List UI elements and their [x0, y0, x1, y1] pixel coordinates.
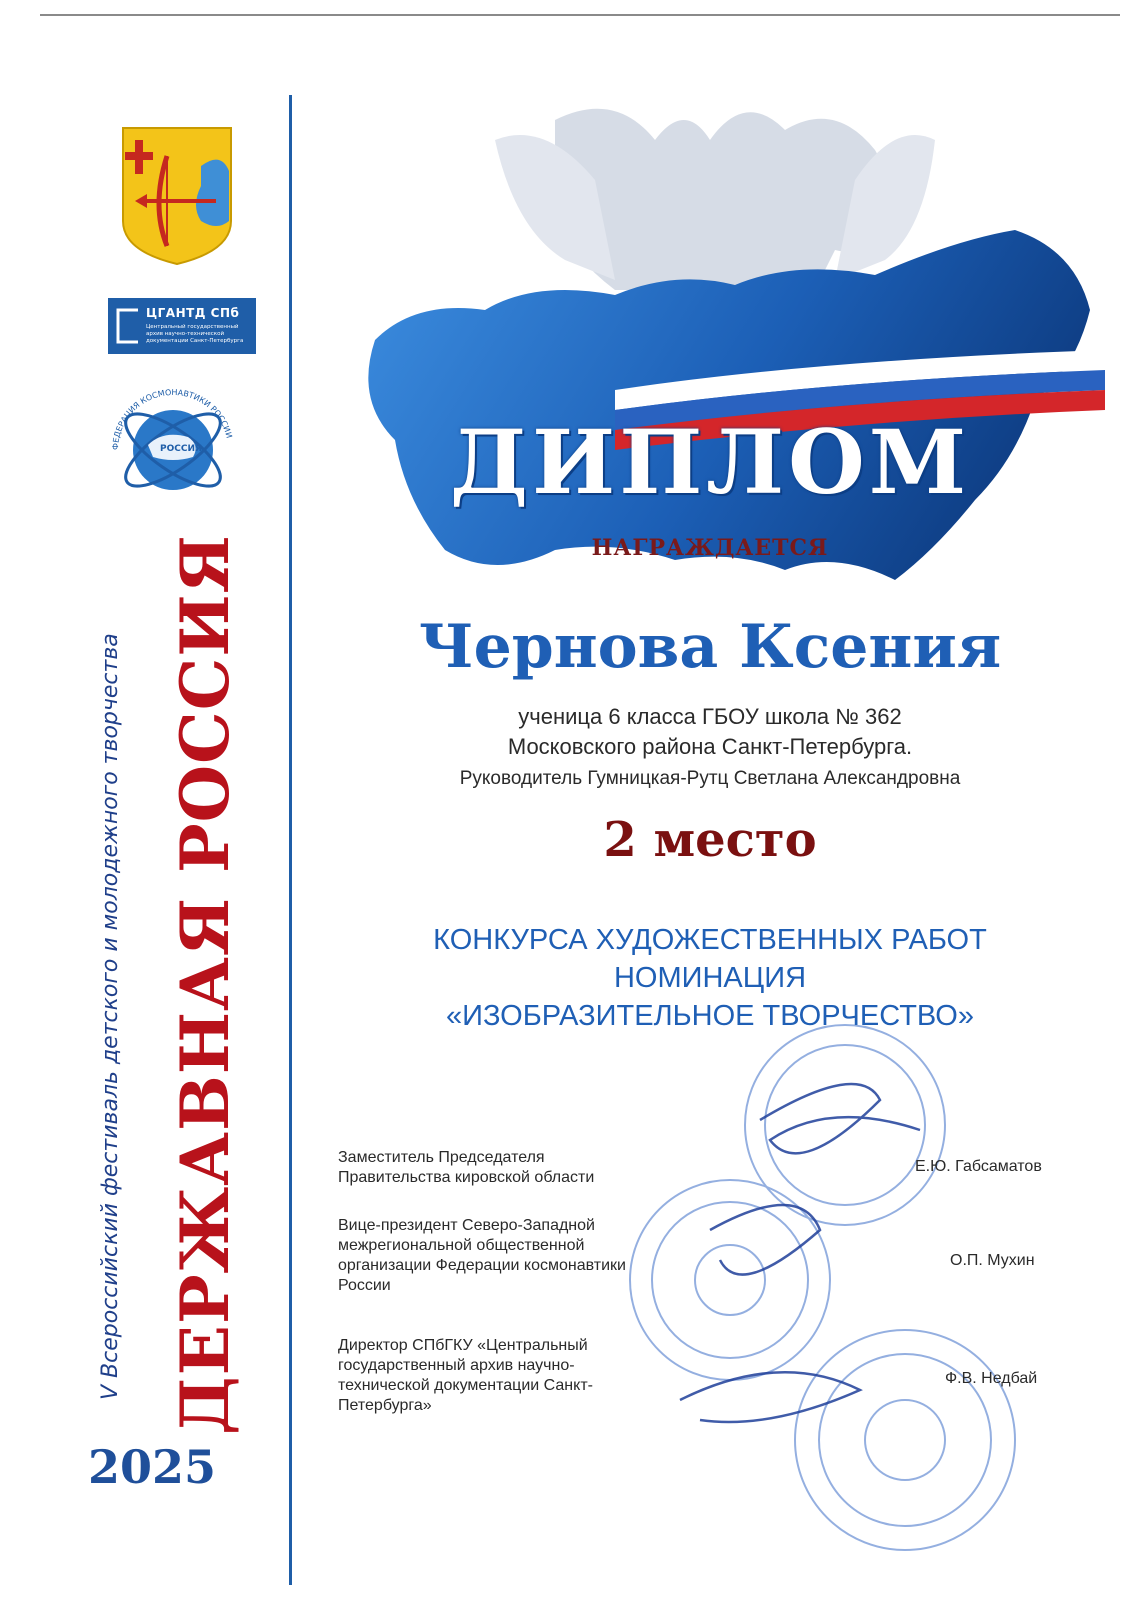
- contest-line-3: «ИЗОБРАЗИТЕЛЬНОЕ ТВОРЧЕСТВО»: [446, 1000, 974, 1032]
- recipient-name: Чернова Ксения: [418, 612, 1002, 682]
- supervisor-line: Руководитель Гумницкая-Рутц Светлана Александровна: [459, 768, 961, 789]
- top-rule: [40, 14, 1120, 16]
- signatory-1-name: Е.Ю. Габсаматов: [915, 1158, 1042, 1175]
- tsgantd-logo: [108, 298, 256, 354]
- contest-line-1: КОНКУРСА ХУДОЖЕСТВЕННЫХ РАБОТ: [433, 924, 987, 956]
- kirov-coat-of-arms-icon: [121, 126, 233, 266]
- signatory-3-name: Ф.В. Недбай: [945, 1370, 1038, 1387]
- stamps-and-signatures: [620, 1020, 1040, 1580]
- awarded-label: НАГРАЖДАЕТСЯ: [591, 535, 829, 561]
- cosmonautics-federation-logo: [108, 385, 238, 515]
- recipient-line-1: ученица 6 класса ГБОУ школа № 362: [518, 704, 902, 729]
- diploma-title: ДИПЛОМ: [449, 410, 971, 514]
- cosmos-center-text: РОССИЯ: [160, 444, 202, 454]
- signatory-2-name: О.П. Мухин: [950, 1252, 1035, 1269]
- tsgantd-title: ЦГАНТД СПб: [146, 306, 240, 320]
- festival-year: 2025: [88, 1440, 217, 1494]
- signatory-3-position: Директор СПбГКУ «Центральный государственный архив научно-технической документации Санкт-Петербурга»: [338, 1337, 593, 1414]
- place-award: 2 место: [603, 812, 817, 868]
- festival-title: ДЕРЖАВНАЯ РОССИЯ: [166, 534, 244, 1435]
- archive-bracket-icon: [114, 308, 142, 344]
- vertical-divider: [289, 95, 292, 1585]
- contest-line-2: НОМИНАЦИЯ: [613, 962, 807, 994]
- recipient-line-2: Московского района Санкт-Петербурга.: [507, 734, 913, 759]
- signatory-2-position: Вице-президент Северо-Западной межрегиональной общественной организации Федерации космонавтики России: [338, 1217, 626, 1294]
- tsgantd-subtitle: Центральный государственный архив научно-технической документации Санкт-Петербурга: [146, 324, 244, 344]
- signatory-1-position: Заместитель Председателя Правительства кировской области: [338, 1149, 595, 1186]
- festival-line: V Всероссийский фестиваль детского и молодежного творчества: [98, 633, 123, 1400]
- cosmos-ring-text: ФЕДЕРАЦИЯ КОСМОНАВТИКИ РОССИИ: [110, 387, 234, 451]
